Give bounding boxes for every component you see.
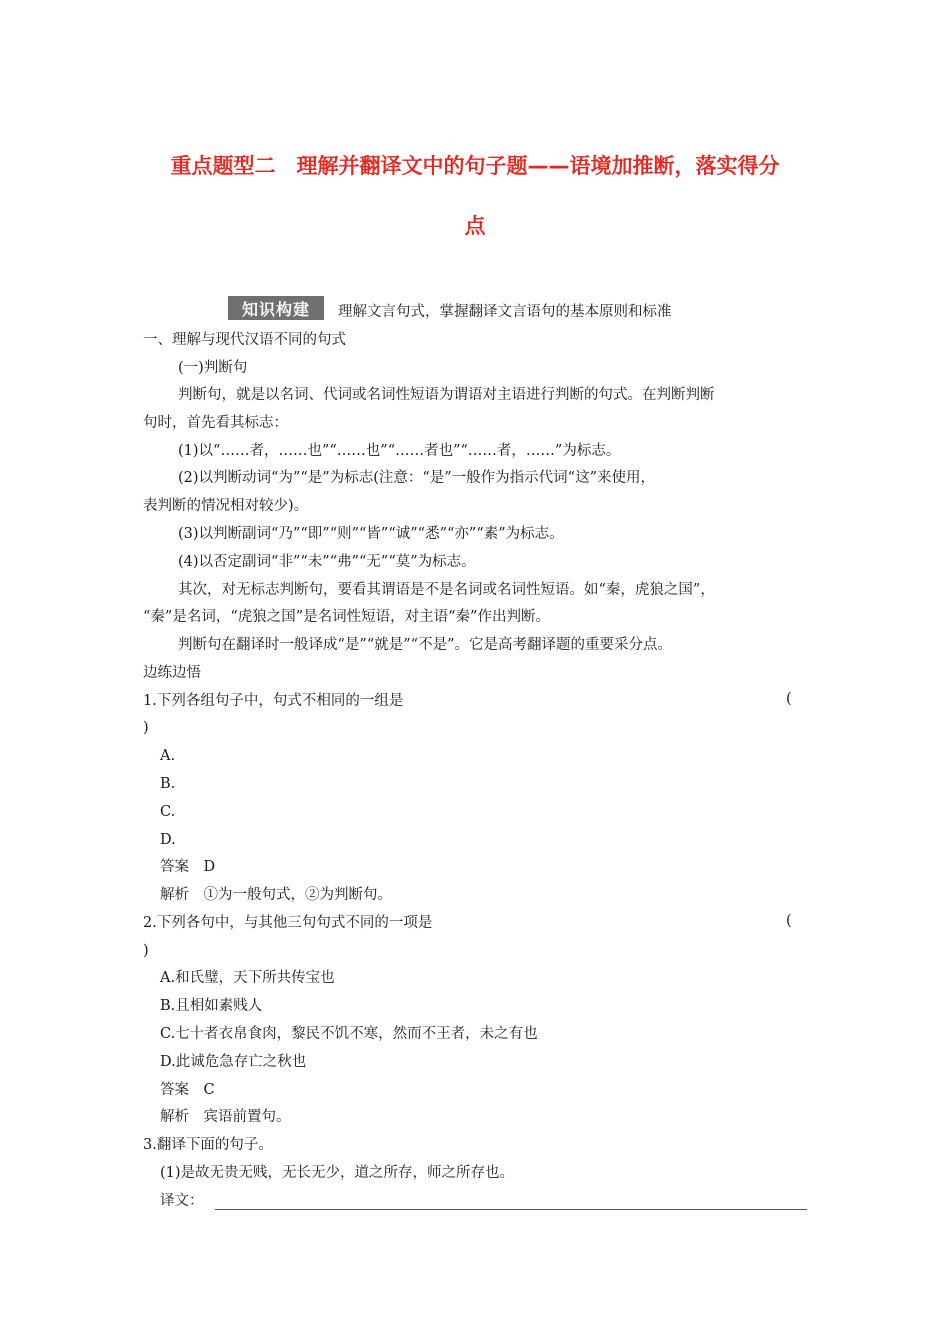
translation-answer-line[interactable] xyxy=(215,1209,807,1210)
option-a: A.和氏璧，天下所共传宝也 xyxy=(160,970,335,986)
list-item: (2)以判断动词“为”“是”为标志(注意：“是”一般作为指示代词“这”来使用， xyxy=(178,470,655,486)
list-item: (1)以“……者，……也”“……也”“……者也”“……者，……”为标志。 xyxy=(178,443,621,459)
answer-bracket-open: ( xyxy=(786,691,792,707)
option-c: C. xyxy=(160,804,176,820)
paragraph-line: 判断句，就是以名词、代词或名词性短语为谓语对主语进行判断的句式。在判断判断 xyxy=(178,387,715,403)
analysis: 解析 ①为一般句式，②为判断句。 xyxy=(160,887,392,903)
option-d: D. xyxy=(160,832,176,848)
exercise-heading: 边练边悟 xyxy=(143,665,201,681)
option-b: B.且相如素贱人 xyxy=(160,998,263,1014)
list-item: (4)以否定副词“非”“未”“弗”“无”“莫”为标志。 xyxy=(178,554,476,570)
section-badge: 知识构建 xyxy=(228,296,324,320)
answer: 答案 C xyxy=(160,1082,215,1098)
option-b: B. xyxy=(160,776,176,792)
option-a: A. xyxy=(160,748,176,764)
translation-label: 译文： xyxy=(160,1193,204,1209)
question-1: 1.下列各组句子中，句式不相同的一组是 xyxy=(143,693,404,709)
option-d: D.此诚危急存亡之秋也 xyxy=(160,1054,307,1070)
subsection-heading: (一)判断句 xyxy=(178,360,248,376)
answer-bracket-close: ) xyxy=(143,943,149,959)
paragraph-line: 句时，首先看其标志： xyxy=(143,415,288,431)
list-item: (3)以判断副词“乃”“即”“则”“皆”“诚”“悉”“亦”“素”为标志。 xyxy=(178,526,564,542)
analysis: 解析 宾语前置句。 xyxy=(160,1109,291,1125)
paragraph-line: 其次，对无标志判断句，要看其谓语是不是名词或名词性短语。如“秦，虎狼之国”， xyxy=(178,582,715,598)
answer: 答案 D xyxy=(160,859,216,875)
badge-description: 理解文言句式，掌握翻译文言语句的基本原则和标准 xyxy=(338,304,672,320)
page-title: 重点题型二 理解并翻译文中的句子题——语境加推断，落实得分 xyxy=(170,154,780,178)
paragraph-line: “秦”是名词，“虎狼之国”是名词性短语，对主语“秦”作出判断。 xyxy=(143,609,550,625)
list-item-continued: 表判断的情况相对较少)。 xyxy=(143,498,309,514)
option-c: C.七十者衣帛食肉，黎民不饥不寒，然而不王者，未之有也 xyxy=(160,1026,538,1042)
answer-bracket-close: ) xyxy=(143,720,149,736)
paragraph-line: 判断句在翻译时一般译成“是”“就是”“不是”。它是高考翻译题的重要采分点。 xyxy=(178,637,672,653)
question-2: 2.下列各句中，与其他三句句式不同的一项是 xyxy=(143,915,433,931)
sub-question: (1)是故无贵无贱，无长无少，道之所存，师之所存也。 xyxy=(160,1165,515,1181)
section-heading: 一、理解与现代汉语不同的句式 xyxy=(143,332,346,348)
answer-bracket-open: ( xyxy=(786,913,792,929)
question-3: 3.翻译下面的句子。 xyxy=(143,1137,273,1153)
page-title-continued: 点 xyxy=(464,214,486,238)
